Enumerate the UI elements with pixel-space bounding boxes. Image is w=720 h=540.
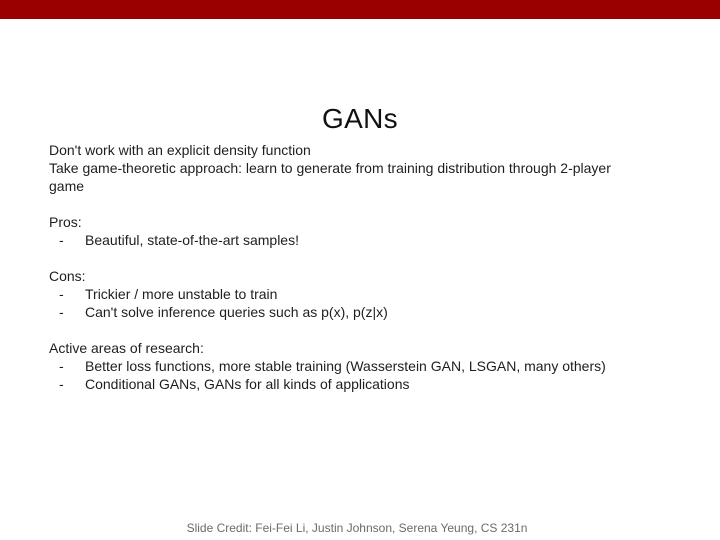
cons-item-text: Trickier / more unstable to train [85,286,278,302]
bullet-dash: - [59,232,64,248]
research-heading: Active areas of research: [49,340,204,356]
cons-heading: Cons: [49,268,86,284]
bullet-dash: - [59,376,64,392]
cons-item [49,303,669,321]
intro-line-3: game [49,178,85,194]
slide-credit: Slide Credit: Fei-Fei Li, Justin Johnson, Serena Yeung, CS 231n [186,521,528,535]
header-bar [0,0,720,19]
cons-item [49,285,669,303]
slide-title: GANs [322,103,398,134]
research-item [49,357,669,375]
research-item [49,375,669,393]
pros-item-text: Beautiful, state-of-the-art samples! [85,232,299,248]
research-item-text: Conditional GANs, GANs for all kinds of applications [85,376,410,392]
bullet-dash: - [59,286,64,302]
pros-heading: Pros: [49,214,82,230]
research-item-text: Better loss functions, more stable training (Wasserstein GAN, LSGAN, many others) [85,358,606,374]
intro-line-2: Take game-theoretic approach: learn to generate from training distribution through 2-player [49,160,611,176]
intro-line-1: Don't work with an explicit density function [49,142,311,158]
bullet-dash: - [59,358,64,374]
bullet-dash: - [59,304,64,320]
slide-body [49,141,669,393]
pros-item [49,231,669,249]
cons-item-text: Can't solve inference queries such as p(x), p(z|x) [85,304,388,320]
